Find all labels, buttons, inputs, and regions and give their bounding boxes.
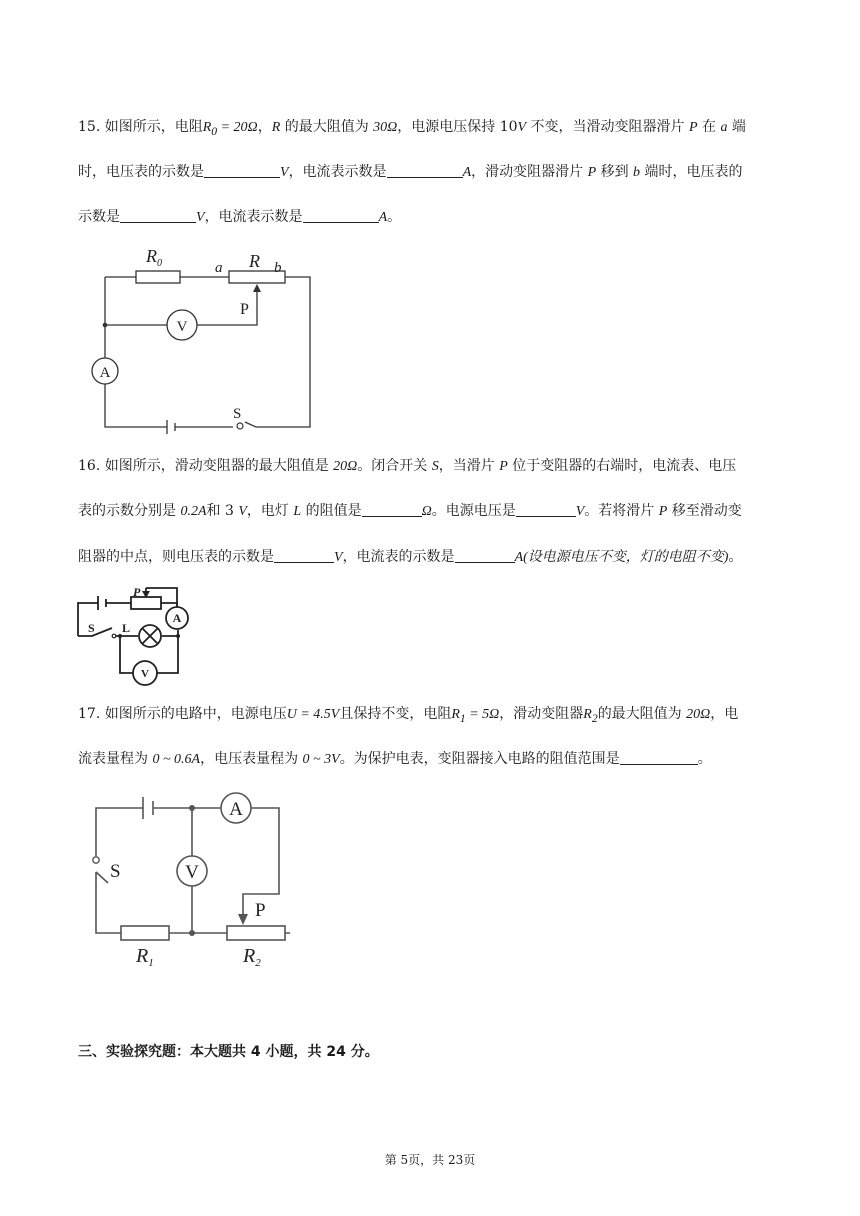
text: 0 ~ 3V (302, 752, 340, 767)
text: 且保持不变，电阻 (339, 706, 452, 722)
slider-p-label: P (133, 585, 141, 599)
text: 流表量程为 (78, 751, 153, 767)
text: a (720, 120, 728, 135)
text: A( (514, 550, 528, 565)
text: 15. 如图所示，电阻 (78, 119, 203, 135)
text: 移到 (596, 164, 634, 180)
text: ，电流表示数是 (204, 209, 303, 225)
ammeter-label: A (229, 799, 243, 820)
text: b (633, 165, 641, 180)
text: 0 (211, 124, 218, 138)
text: P (689, 120, 698, 135)
text: 。为保护电表，变阻器接入电路的阻值范围是 (339, 751, 620, 767)
text: V (238, 504, 247, 519)
text: = 5Ω (465, 707, 500, 722)
text: ，滑动变阻器滑片 (471, 164, 588, 180)
text: 设电源电压不变，灯的电阻不变 (527, 550, 724, 565)
text: 表的示数分别是 (78, 503, 181, 519)
switch-label: S (88, 621, 95, 635)
b-end-label: b (274, 260, 282, 276)
text: 端 (727, 119, 746, 135)
page-footer: 第 5页，共 23页 (384, 1153, 476, 1167)
text: 。电源电压是 (431, 503, 516, 519)
lamp-label: L (122, 621, 131, 635)
text: P (658, 504, 668, 519)
ammeter-label: A (99, 365, 111, 381)
text: ，电 (710, 706, 739, 722)
text: 16. 如图所示，滑动变阻器的最大阻值是 (78, 458, 334, 474)
text: P (499, 459, 508, 474)
switch-label: S (110, 861, 121, 882)
text: 。闭合开关 (357, 458, 432, 474)
text: 的最大阻值为 (597, 706, 687, 722)
text: ，电灯 (246, 503, 294, 519)
text: 移至滑动变 (667, 503, 742, 519)
text: L (293, 504, 302, 519)
text: 20Ω (333, 459, 358, 474)
text: 2 (591, 711, 598, 725)
text: 位于变阻器的右端时，电流表、电压 (507, 458, 737, 474)
text: 20Ω (686, 707, 711, 722)
text: 的最大阻值为 (280, 119, 374, 135)
text: R (451, 707, 460, 722)
text: V (517, 120, 527, 135)
text: 17. 如图所示的电路中，电源电压 (78, 706, 287, 722)
text: U = 4.5V (286, 707, 340, 722)
text: R (271, 120, 281, 135)
text: R (202, 120, 212, 135)
text: Ω (421, 504, 432, 519)
text: 在 (697, 119, 721, 135)
text: ，电流表的示数是 (342, 549, 455, 565)
text: ，电流表示数是 (288, 164, 387, 180)
text: ，滑动变阻器 (499, 706, 584, 722)
r1-label: $R_1$ (136, 945, 154, 969)
voltmeter-label: V (141, 668, 149, 680)
text: 时，电压表的示数是 (78, 164, 204, 180)
text: 的阻值是 (301, 503, 362, 519)
text: ) (723, 550, 729, 565)
text: V (575, 504, 585, 519)
text: 30Ω (373, 120, 398, 135)
voltmeter-label: V (176, 319, 188, 335)
text: 。 (387, 209, 402, 225)
text: A (462, 165, 472, 180)
ammeter-label: A (172, 611, 182, 625)
text: 端时，电压表的 (640, 164, 743, 180)
text: 示数是 (78, 209, 120, 225)
text: P (587, 165, 597, 180)
a-end-label: a (215, 260, 223, 276)
text: V (334, 550, 343, 565)
switch-label: S (233, 406, 242, 422)
text: 。 (728, 549, 743, 565)
text: S (431, 459, 439, 474)
text: ，电压表量程为 (200, 751, 303, 767)
text: 0.2A (180, 504, 207, 519)
r0-label: $R_0$ (146, 246, 162, 269)
r2-label: $R_2$ (243, 945, 261, 969)
slider-p-label: P (255, 900, 266, 921)
text: 0 ~ 0.6A (152, 752, 201, 767)
text: 1 (459, 711, 466, 725)
slider-p-label: P (240, 301, 249, 318)
text: 和 3 (206, 503, 239, 519)
text: V (196, 210, 205, 225)
text: R (583, 707, 592, 722)
text: 。 (697, 751, 712, 767)
text: ，电源电压保持 10 (397, 119, 518, 135)
text: ， (257, 119, 272, 135)
text: = 20Ω (217, 120, 258, 135)
text: 阻器的中点，则电压表的示数是 (78, 549, 274, 565)
text: 。若将滑片 (584, 503, 659, 519)
voltmeter-label: V (185, 862, 199, 883)
text: ，当滑片 (438, 458, 500, 474)
r-label: R (249, 251, 260, 271)
section-title: 三、实验探究题：本大题共 4 小题，共 24 分。 (78, 1044, 379, 1060)
text: A (378, 210, 388, 225)
text: 不变，当滑动变阻器滑片 (526, 119, 690, 135)
text: V (280, 165, 289, 180)
